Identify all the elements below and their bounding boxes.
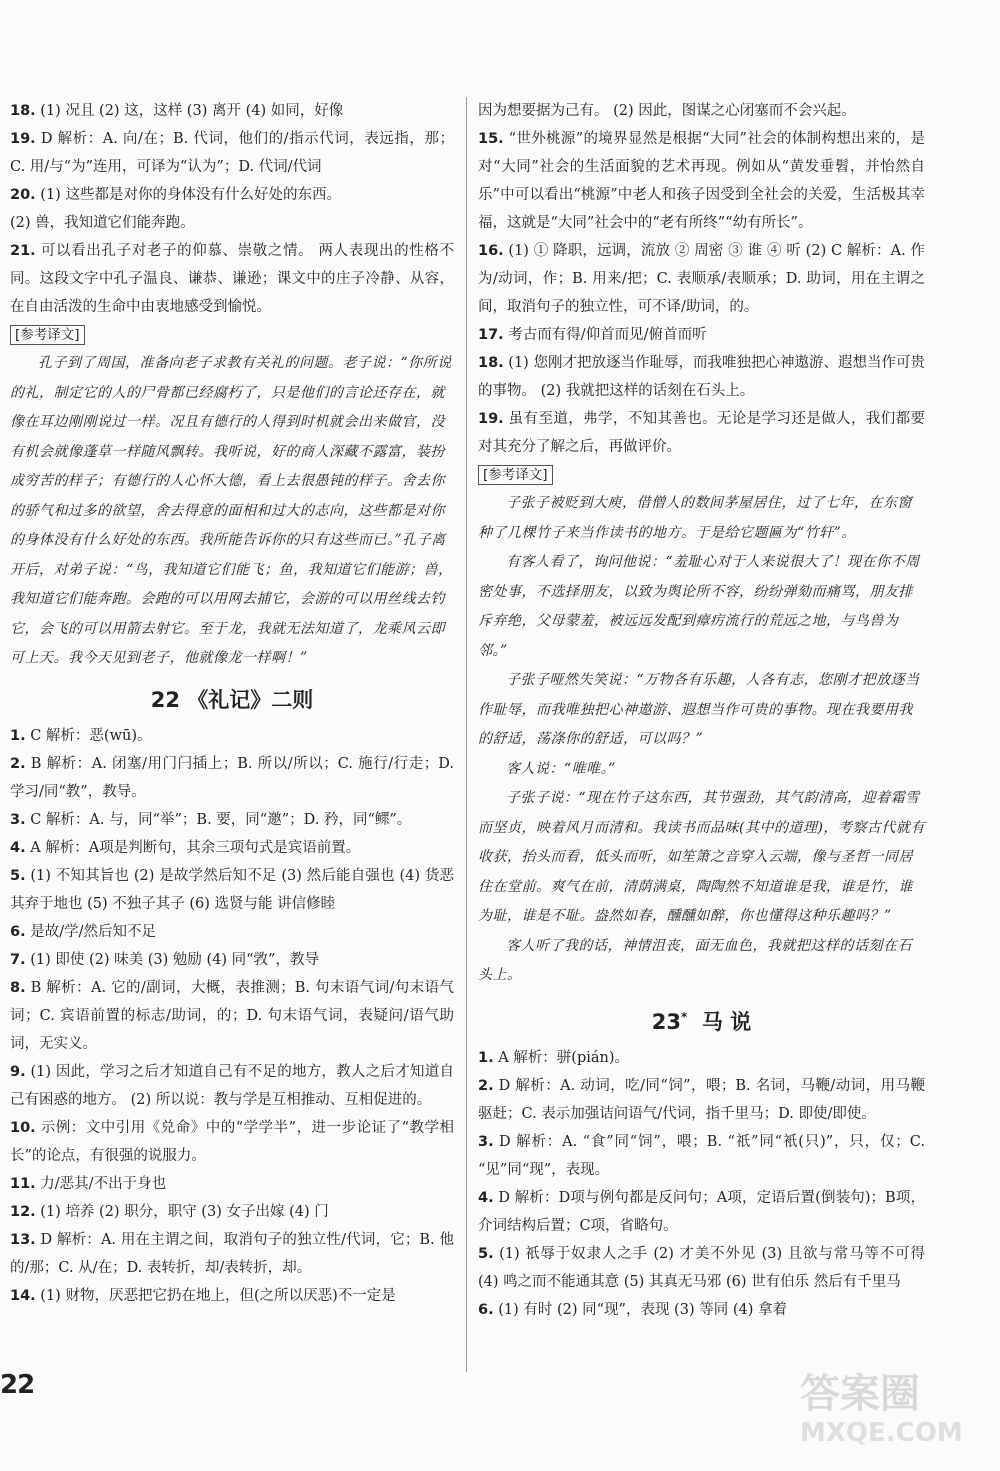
item-text: (1) 况且 (2) 这，这样 (3) 离开 (4) 如同，好像 — [35, 103, 344, 119]
answer-item — [10, 722, 454, 750]
answer-item — [10, 1114, 454, 1170]
item-text: (1) 即使 (2) 味美 (3) 勉励 (4) 同“敩”，教导 — [25, 951, 319, 968]
item-text: 考古而有得/仰首而见/俯首而听 — [503, 327, 707, 343]
answer-item — [10, 1226, 454, 1282]
item-number: 2. — [478, 1077, 494, 1094]
answer-item — [478, 1240, 925, 1296]
item-number: 16. — [478, 243, 504, 259]
item-text: (1) 不知其旨也 (2) 是故学然后知不足 (3) 然后能自强也 (4) 货恶其弃于地也 (5) 不独子其子 (6) 选贤与能 讲信修睦 — [10, 867, 454, 912]
item-text: D 解析：D项与例句都是反问句；A项，定语后置(倒装句)；B项，介词结构后置；C项，省略句。 — [478, 1189, 925, 1234]
answer-item — [10, 181, 454, 209]
item-number: 18. — [10, 103, 36, 119]
answer-item — [10, 1058, 454, 1114]
item-number: 6. — [478, 1301, 494, 1318]
answer-item — [10, 946, 454, 974]
item-number: 13. — [10, 1231, 36, 1248]
item-text: 示例：文中引用《兑命》中的“学学半”，进一步论证了“教学相长”的论点，有很强的说服力。 — [10, 1119, 454, 1164]
right-column — [478, 97, 925, 1324]
item-number: 9. — [10, 1063, 26, 1080]
item-number: 15. — [478, 131, 504, 147]
item-number: 18. — [478, 355, 504, 371]
item-text: 是故/学/然后知不足 — [25, 923, 156, 940]
item-number: 1. — [478, 1049, 494, 1066]
item-number: 8. — [10, 979, 26, 996]
answer-item — [10, 125, 454, 181]
item-text: 虽有至道，弗学，不知其善也。无论是学习还是做人，我们都要对其充分了解之后，再做评价。 — [478, 411, 925, 455]
item-text: 力/恶其/不出于身也 — [35, 1175, 167, 1192]
section-title-22: 22 《礼记》二则 — [150, 687, 314, 712]
column-divider — [466, 97, 467, 1372]
answer-item — [10, 974, 454, 1058]
reference-translation-tag: [参考译文] — [10, 325, 85, 345]
translation-paragraph: 有客人看了，询问他说：“羞耻心对于人来说很大了！现在你不周密处事，不选择朋友，以致为舆论所不容，纷纷弹劾而痛骂，朋友排斥弃绝，父母蒙羞，被远远发配到瘴疠流行的荒远之地，与鸟兽为邻。” — [478, 554, 920, 659]
item-number: 11. — [10, 1175, 36, 1192]
item-number: 4. — [478, 1189, 494, 1206]
answer-item — [478, 1296, 925, 1324]
answer-item — [478, 1128, 925, 1184]
item-text: (1) 财物，厌恶把它扔在地上，但(之所以厌恶)不一定是 — [35, 1287, 396, 1304]
item-text: D 解析：A. 向/在；B. 代词，他们的/指示代词，表远指，那；C. 用/与“为”连用，可译为“认为”；D. 代词/代词 — [10, 131, 454, 175]
item-text: (2) 兽，我知道它们能奔跑。 — [10, 215, 195, 231]
answer-item — [478, 349, 925, 405]
answer-item — [478, 1184, 925, 1240]
item-text: A 解析：骈(pián)。 — [493, 1049, 630, 1066]
translation-paragraph: 子张子被贬到大庾，借僧人的数间茅屋居住，过了七年，在东窗种了几棵竹子来当作读书的地方。于是给它题匾为“竹轩”。 — [478, 495, 912, 541]
item-text: (1) 祇辱于奴隶人之手 (2) 才美不外见 (3) 且欲与常马等不可得 (4) 鸣之而不能通其意 (5) 其真无马邪 (6) 世有伯乐 然后有千里马 — [478, 1245, 925, 1290]
answer-item — [478, 405, 925, 461]
answer-item — [10, 750, 454, 806]
item-text: 因为想要据为己有。 (2) 因此，图谋之心闭塞而不会兴起。 — [478, 103, 856, 119]
answer-item — [10, 1282, 454, 1310]
item-number: 17. — [478, 327, 504, 343]
item-text: (1) 培养 (2) 职分，职守 (3) 女子出嫁 (4) 门 — [35, 1203, 329, 1220]
answer-item — [478, 321, 925, 349]
translation-paragraph: 客人说：“唯唯。” — [506, 760, 616, 777]
translation-paragraph: 客人听了我的话，神情沮丧，面无血色，我就把这样的话刻在石头上。 — [478, 937, 912, 983]
item-number: 2. — [10, 755, 26, 772]
item-number: 12. — [10, 1203, 36, 1220]
section-title-23: 23* 马 说 — [651, 1009, 752, 1034]
answer-item — [10, 834, 454, 862]
item-text: B 解析：A. 闭塞/用门闩插上；B. 所以/所以；C. 施行/行走；D. 学习/同“教”，教导。 — [10, 755, 454, 800]
answer-item — [10, 1198, 454, 1226]
page-number: 22 — [0, 1370, 35, 1400]
answer-item — [478, 125, 925, 237]
left-column — [10, 97, 454, 1310]
item-text: B 解析：A. 它的/副词，大概，表推测；B. 句末语气词/句末语气词；C. 宾语前置的标志/助词，的；D. 句末语气词，表疑问/语气助词，无实义。 — [10, 979, 454, 1052]
item-text: “世外桃源”的境界显然是根据“大同”社会的体制构想出来的，是对“大同”社会的生活面貌的艺术再现。例如从“黄发垂髫，并怡然自乐”中可以看出“桃源”中老人和孩子因受到全社会的关爱，生活极其幸福，这就是“大同”社会中的“老有所终”“幼有所长”。 — [478, 131, 925, 231]
item-number: 14. — [10, 1287, 36, 1304]
answer-item — [478, 1072, 925, 1128]
item-text: (1) ① 降职，远调，流放 ② 周密 ③ 谁 ④ 听 (2) C 解析：A. 作为/动词，作；B. 用来/把；C. 表顺承/表顺承；D. 助词，用在主谓之间，取消句子的独立性，可不译/助词，的。 — [478, 243, 925, 315]
item-number: 5. — [478, 1245, 494, 1262]
item-number: 20. — [10, 187, 36, 203]
answer-item — [10, 918, 454, 946]
item-number: 1. — [10, 727, 26, 744]
answer-item — [10, 806, 454, 834]
item-number: 5. — [10, 867, 26, 884]
item-number: 3. — [10, 811, 26, 828]
answer-item — [10, 209, 454, 237]
item-number: 7. — [10, 951, 26, 968]
item-number: 19. — [10, 131, 36, 147]
answer-item — [10, 862, 454, 918]
item-number: 3. — [478, 1133, 494, 1150]
item-number: 4. — [10, 839, 26, 856]
answer-item — [478, 97, 925, 125]
item-number: 21. — [10, 243, 36, 259]
item-text: D 解析：A. 用在主谓之间，取消句子的独立性/代词，它；B. 他的/那；C. 从/在；D. 表转折，却/表转折，却。 — [10, 1231, 454, 1276]
item-text: C 解析：A. 与，同“举”；B. 要，同“邀”；D. 矜，同“鳏”。 — [25, 811, 412, 828]
item-text: (1) 这些都是对你的身体没有什么好处的东西。 — [35, 187, 341, 203]
reference-translation-tag: [参考译文] — [478, 465, 553, 485]
item-text: D 解析：A. 动词，吃/同“饲”，喂；B. 名词，马鞭/动词，用马鞭驱赶；C. 表示加强诘问语气/代词，指千里马；D. 即使/即使。 — [478, 1077, 925, 1122]
item-text: (1) 您刚才把放逐当作耻辱，而我唯独把心神遨游、遐想当作可贵的事物。 (2) 我就把这样的话刻在石头上。 — [478, 355, 925, 399]
item-text: (1) 因此，学习之后才知道自己有不足的地方，教人之后才知道自己有困惑的地方。 (2) 所以说：教与学是互相推动、互相促进的。 — [10, 1063, 454, 1108]
translation-text: 孔子到了周国，准备向老子求教有关礼的问题。老子说：“你所说的礼，制定它的人的尸骨都已经腐朽了，只是他们的言论还存在，就像在耳边刚刚说过一样。况且有德行的人得到时机就会出来做官，没有机会就像蓬草一样随风飘转。我听说，好的商人深藏不露富，装扮成穷苦的样子；有德行的人心怀大德，看上去很愚钝的样子。舍去你的骄气和过多的欲望，舍去得意的面相和过大的志向，这些都是对你的身体没有什么好处的东西。我所能告诉你的只有这些而已。”孔子离开后，对弟子说：“鸟，我知道它们能飞；鱼，我知道它们能游；兽，我知道它们能奔跑。会跑的可以用网去捕它，会游的可以用丝线去钓它，会飞的可以用箭去射它。至于龙，我就无法知道了，龙乘风云即可上天。我今天见到老子，他就像龙一样啊！” — [10, 355, 453, 666]
answer-item — [10, 1170, 454, 1198]
item-number: 6. — [10, 923, 26, 940]
item-text: A 解析：A项是判断句，其余三项句式是宾语前置。 — [25, 839, 361, 856]
item-number: 10. — [10, 1119, 36, 1136]
translation-paragraph: 子张子说：“现在竹子这东西，其节强劲，其气韵清高，迎着霜雪而坚贞，映着风月而清和。我读书而品味(其中的道理)，考察古代就有收获，抬头而看，低头而听，如笙箫之音穿入云端，像与圣哲一同居住在堂前。爽气在前，清荫满桌，陶陶然不知道谁是我，谁是竹，谁为耻，谁是不耻。盎然如春，醺醺如醉，你也懂得这种乐趣吗？” — [478, 790, 925, 924]
item-text: C 解析：恶(wū)。 — [25, 727, 152, 744]
answer-item — [478, 237, 925, 321]
item-text: 可以看出孔子对老子的仰慕、崇敬之情。 两人表现出的性格不同。这段文字中孔子温良、谦恭、谦逊；课文中的庄子冷静、从容，在自由活泼的生命中由衷地感受到愉悦。 — [10, 243, 454, 315]
answer-item — [10, 97, 454, 125]
item-text: (1) 有时 (2) 同“现”，表现 (3) 等同 (4) 拿着 — [493, 1301, 787, 1318]
answer-item — [10, 237, 454, 321]
answer-item — [478, 1044, 925, 1072]
translation-paragraph: 子张子哑然失笑说：“万物各有乐趣，人各有志，您刚才把放逐当作耻辱，而我唯独把心神遨游、遐想当作可贵的事物。现在我要用我的舒适，荡涤你的舒适，可以吗？” — [478, 672, 920, 747]
item-number: 19. — [478, 411, 504, 427]
item-text: D 解析：A. “食”同“饲”，喂；B. “祇”同“衹(只)”，只，仅；C. “见”同“现”，表现。 — [478, 1133, 925, 1178]
watermark-logo: 答案圈 MXQE.COM — [800, 1371, 963, 1448]
